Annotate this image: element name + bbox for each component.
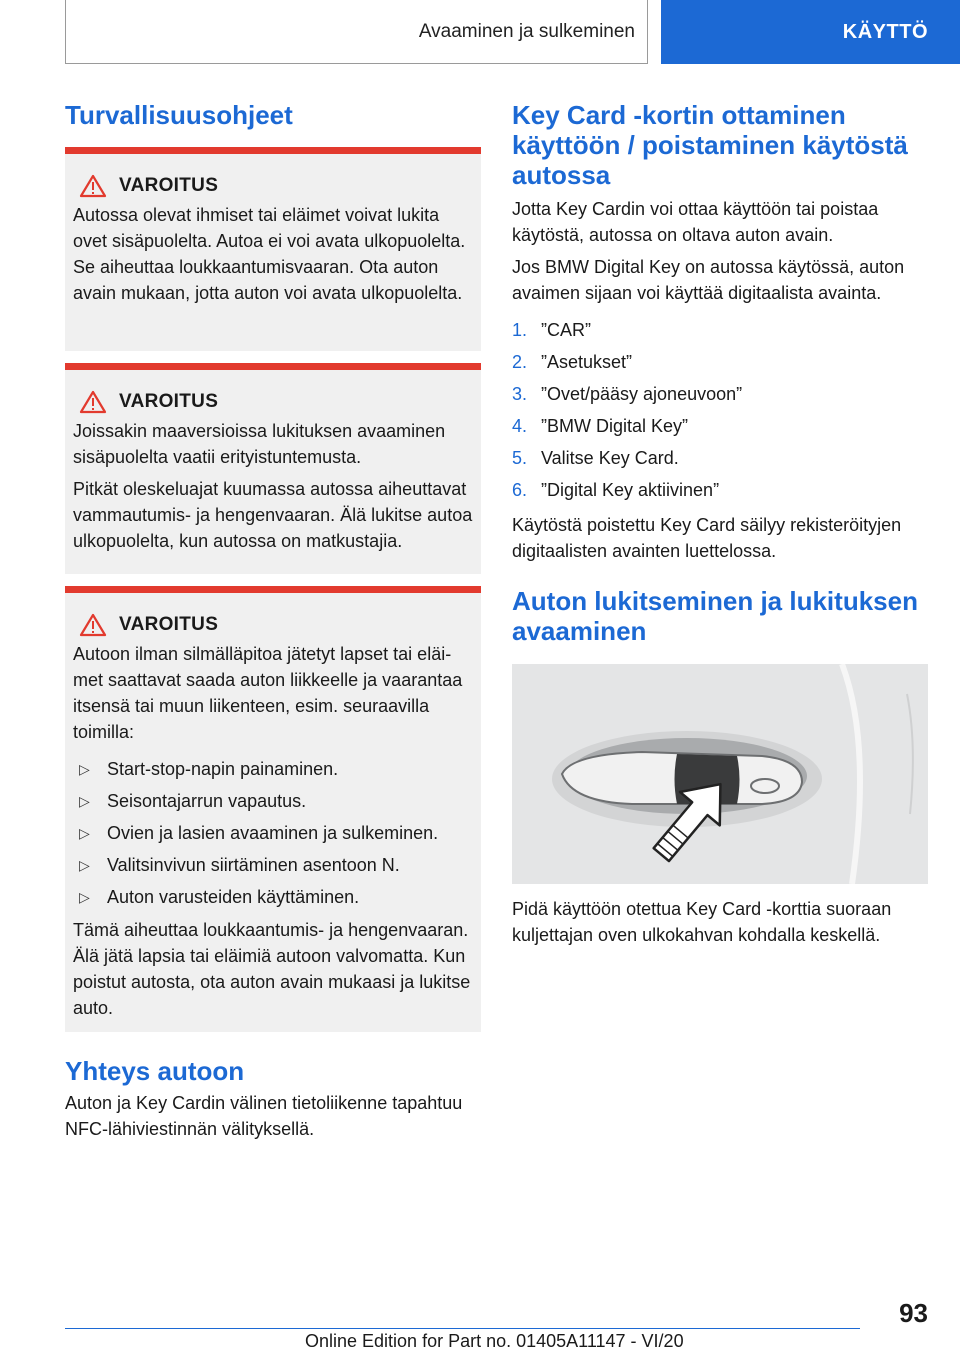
triangle-bullet-icon: ▷ [79, 825, 90, 841]
hazard-list [73, 753, 473, 913]
list-item: 2. ”Asetukset” [512, 352, 633, 372]
list-item: 4. ”BMW Digital Key” [512, 416, 689, 436]
page-number: 93 [899, 1298, 928, 1328]
list-item: ▷ Valitsinvivun siirtäminen asentoon N. [73, 849, 473, 881]
list-item: ▷ Auton varusteiden käyttäminen. [73, 881, 473, 913]
warning-title: VAROITUS [119, 175, 219, 196]
warning-text: Tämä aiheuttaa loukkaantumis- ja hengenvaaran. Älä jätä lapsia tai eläimiä autoon valvomatta. Kun poistut autosta, ota auton avain mukaasi ja lukitse auto. [73, 920, 471, 1018]
list-item: ▷ Ovien ja lasien avaaminen ja sulkeminen. [73, 817, 473, 849]
keycard-text-2: Jos BMW Digital Key on autossa käytössä, auton avaimen sijaan voi käyttää digitaalista avainta. [512, 257, 905, 303]
warning-title: VAROITUS [119, 614, 219, 635]
steps-list [512, 314, 928, 506]
keycard-heading: Key Card -kortin ottaminen käyttöön / poistaminen käytöstä autossa [512, 100, 908, 190]
warning-text: Autoon ilman silmälläpitoa jätetyt lapset tai eläimet saattavat saada auton liikkeelle ja vaarantaa itsensä tai muun liikenteen, esim. seuraavilla toimilla: [73, 644, 463, 742]
chapter-title: KÄYTTÖ [842, 20, 928, 43]
illustration-caption: Pidä käyttöön otettua Key Card -korttia suoraan kuljettajan oven ulkokahvan kohdalla keskellä. [512, 899, 892, 945]
list-item: 3. ”Ovet/pääsy ajoneuvoon” [512, 384, 743, 404]
warning-text: Joissakin maaversioissa lukituksen avaaminen sisäpuolelta vaatii erityistuntemusta. [73, 421, 446, 467]
warning-title: VAROITUS [119, 391, 219, 412]
door-handle-illustration [512, 664, 928, 884]
safety-heading: Turvallisuusohjeet [65, 100, 293, 130]
warning-text: Pitkät oleskeluajat kuumassa autossa aiheuttavat vammautumis- ja hengenvaaran. Älä lukitse autoa ulkopuolelta, kun autossa on matkustajia. [73, 479, 473, 551]
list-item: ▷ Start-stop-napin painaminen. [73, 753, 473, 785]
chapter-tab [661, 0, 960, 64]
connection-text: Auton ja Key Cardin välinen tietoliikenne tapahtuu NFC-lähiviestinnän välityksellä. [65, 1093, 463, 1139]
footer-divider [65, 1328, 860, 1329]
section-title: Avaaminen ja sulkeminen [418, 20, 635, 42]
section-header [65, 0, 648, 64]
keycard-text-3: Käytöstä poistettu Key Card säilyy rekisteröityjen digitaalisten avainten luettelossa. [512, 515, 902, 561]
warning-box-3 [65, 586, 481, 1032]
warning-triangle-icon [79, 390, 107, 414]
triangle-bullet-icon: ▷ [79, 793, 90, 809]
triangle-bullet-icon: ▷ [79, 889, 90, 905]
triangle-bullet-icon: ▷ [79, 857, 90, 873]
locking-heading: Auton lukitseminen ja lukituksen avaaminen [512, 586, 918, 646]
right-column [512, 100, 928, 948]
list-item: 6. ”Digital Key aktiivinen” [512, 480, 720, 500]
list-item: ▷ Seisontajarrun vapautus. [73, 785, 473, 817]
edition-text: Online Edition for Part no. 01405A11147 - VI/20 [305, 1331, 684, 1351]
warning-text: Autossa olevat ihmiset tai eläimet voivat lukita ovet sisäpuolelta. Autoa ei voi avata ulkopuolelta. Se aiheuttaa loukkaantumisvaaran. Ota auton avain mukaan, jotta auton voi avata ulkopuolelta. [73, 205, 466, 303]
warning-triangle-icon [79, 174, 107, 198]
keycard-text-1: Jotta Key Cardin voi ottaa käyttöön tai poistaa käytöstä, autossa on oltava auton avain. [512, 199, 879, 245]
warning-box-2 [65, 363, 481, 574]
connection-heading: Yhteys autoon [65, 1056, 245, 1086]
left-column [65, 100, 481, 1142]
door-handle-drawing [512, 664, 928, 884]
list-item: 5. Valitse Key Card. [512, 448, 679, 468]
triangle-bullet-icon: ▷ [79, 761, 90, 777]
list-item: 1. ”CAR” [512, 320, 591, 340]
warning-triangle-icon [79, 613, 107, 637]
warning-box-1 [65, 147, 481, 351]
